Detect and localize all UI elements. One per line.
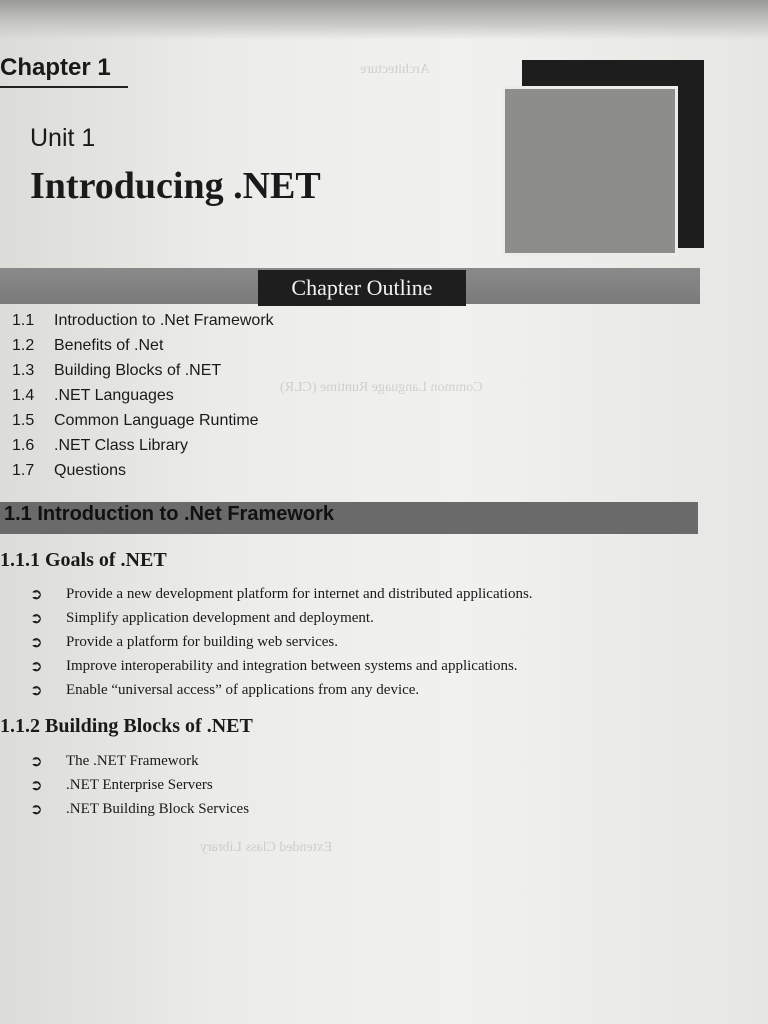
outline-label: .NET Languages	[54, 386, 174, 404]
bullet-text: .NET Enterprise Servers	[66, 776, 213, 793]
list-item	[30, 749, 249, 773]
outline-label: Questions	[54, 461, 127, 479]
outline-number: 1.4	[12, 386, 35, 404]
list-item	[30, 797, 249, 821]
bleed-through-text: Architecture	[360, 62, 430, 77]
curved-arrow-icon: ➲	[30, 776, 43, 794]
list-item	[30, 630, 533, 654]
chapter-underline	[0, 86, 128, 88]
outline-item	[12, 408, 274, 433]
outline-item	[12, 433, 274, 458]
outline-label: Common Language Runtime	[54, 411, 259, 429]
bullet-text: .NET Building Block Services	[66, 800, 250, 817]
list-item	[30, 606, 533, 630]
bullet-text: Provide a new development platform for internet and distributed applications.	[66, 585, 533, 602]
outline-number: 1.2	[12, 336, 35, 354]
bullet-text: Simplify application development and deployment.	[66, 609, 374, 626]
list-item	[30, 773, 249, 797]
list-item	[30, 654, 533, 678]
bullet-text: Enable “universal access” of applications from any device.	[66, 681, 420, 698]
page-title: Introducing .NET	[30, 165, 321, 207]
bleed-through-text: Extended Class Library	[200, 840, 333, 855]
bullet-text: The .NET Framework	[66, 752, 199, 769]
building-blocks-heading: 1.1.2 Building Blocks of .NET	[0, 715, 253, 737]
outline-label: Benefits of .Net	[54, 336, 164, 354]
page-shadow	[0, 0, 768, 40]
curved-arrow-icon: ➲	[30, 633, 43, 651]
building-blocks-list	[30, 749, 249, 821]
outline-item	[12, 333, 274, 358]
outline-number: 1.7	[12, 461, 35, 479]
outline-item	[12, 358, 274, 383]
outline-number: 1.6	[12, 436, 35, 454]
outline-item	[12, 458, 274, 483]
unit-label: Unit 1	[30, 124, 96, 152]
outline-item	[12, 308, 274, 333]
goals-heading: 1.1.1 Goals of .NET	[0, 549, 167, 571]
outline-label: Building Blocks of .NET	[54, 361, 222, 379]
curved-arrow-icon: ➲	[30, 681, 43, 699]
list-item	[30, 678, 533, 702]
outline-number: 1.5	[12, 411, 35, 429]
curved-arrow-icon: ➲	[30, 585, 43, 603]
outline-number: 1.1	[12, 311, 35, 329]
list-item	[30, 582, 533, 606]
chapter-label: Chapter 1	[0, 54, 111, 81]
section-title: 1.1 Introduction to .Net Framework	[4, 503, 335, 525]
curved-arrow-icon: ➲	[30, 800, 43, 818]
outline-label: .NET Class Library	[54, 436, 188, 454]
outline-number: 1.3	[12, 361, 35, 379]
bullet-text: Improve interoperability and integration between systems and applications.	[66, 657, 518, 674]
outline-heading: Chapter Outline	[258, 270, 466, 306]
curved-arrow-icon: ➲	[30, 609, 43, 627]
outline-item	[12, 383, 274, 408]
chapter-outline-list	[12, 308, 274, 483]
curved-arrow-icon: ➲	[30, 657, 43, 675]
goals-list	[30, 582, 533, 702]
bullet-text: Provide a platform for building web services.	[66, 633, 339, 650]
bleed-through-text: Common Language Runtime (CLR)	[280, 380, 483, 395]
curved-arrow-icon: ➲	[30, 752, 43, 770]
decorative-panel	[502, 86, 678, 256]
outline-label: Introduction to .Net Framework	[54, 311, 274, 329]
